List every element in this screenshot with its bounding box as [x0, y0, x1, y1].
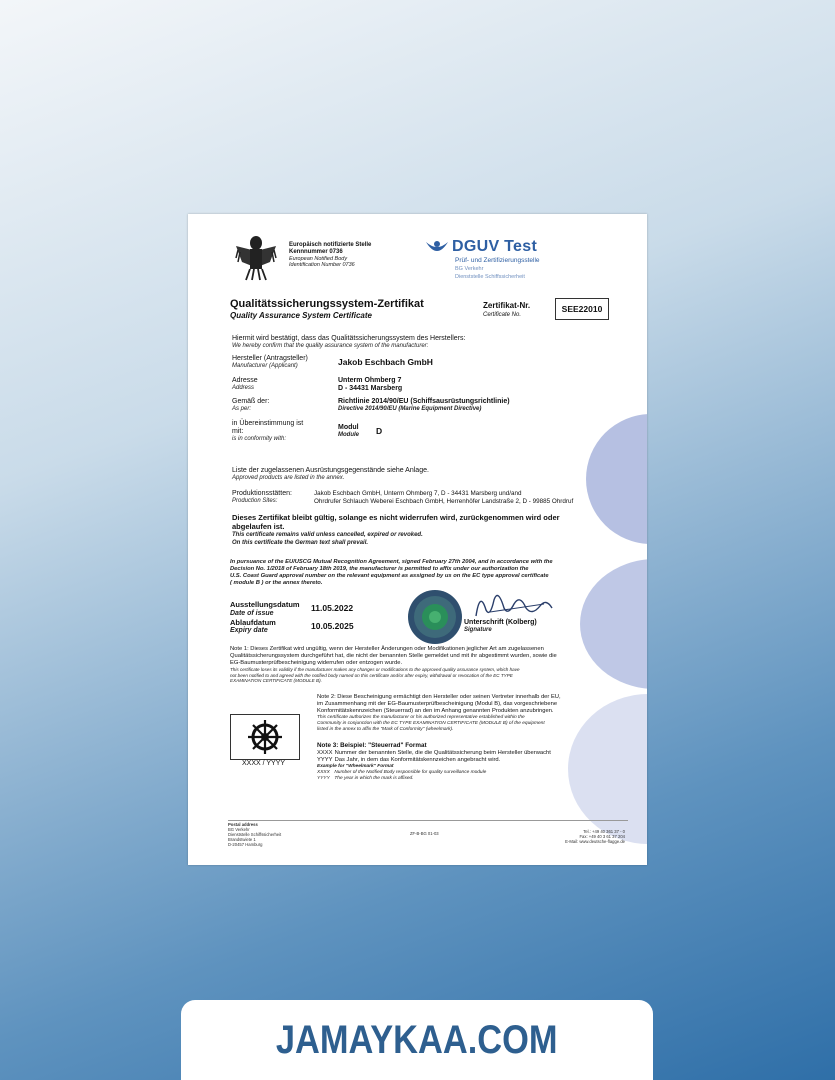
footer-left-line: BG Verkehr [228, 827, 250, 832]
cert-no-box: SEE22010 [555, 298, 609, 320]
conformity-label-en: is in conformity with: [232, 436, 287, 442]
note2-en-line: This certificate authorizes the manufacturer or his authorized representative established within the [317, 715, 525, 720]
dguv-line1: Prüf- und Zertifizierungsstelle [455, 257, 540, 264]
notified-body-line4: Identification Number 0736 [289, 262, 355, 268]
federal-eagle-icon [232, 232, 280, 282]
footer-right-line: Fax: +49 40 3 61 37 204 [579, 834, 625, 839]
manufacturer-label-de: Hersteller (Antragsteller) [232, 355, 308, 362]
note2-block [317, 694, 642, 732]
validity-de2: abgelaufen ist. [232, 522, 285, 531]
wheelmark-frame [230, 714, 300, 760]
dguv-logo-text: DGUV Test [452, 238, 538, 255]
wheelmark-icon [247, 719, 283, 755]
note1-line: Qualitätssicherungssystem durchgeführt hat, die nicht der benannten Stelle gemeldet und mit ihr abgestimmt wurden, sowie die [230, 653, 557, 659]
footer-divider [228, 820, 628, 821]
note2-en-line: listed in the annex to affix the "Mark of Conformity" (wheelmark). [317, 726, 454, 732]
mra-line: In pursuance of the EU/USCG Mutual Recognition Agreement, signed February 27th 2004, and in accordance with the [230, 559, 553, 565]
address-line2: D - 34431 Marsberg [338, 385, 403, 392]
footer-left-line: D-20457 Hamburg [228, 842, 263, 847]
note3-yyyy-en-row [317, 776, 637, 782]
products-en: Approved products are listed in the annex. [232, 475, 345, 481]
validity-de1: Dieses Zertifikat bleibt gültig, solange es nicht widerrufen wird, zurückgenommen wird oder [232, 513, 560, 522]
note1-block [230, 646, 640, 684]
production-line2: Ohrdrufer Schlauch Weberei Eschbach GmbH, Herrenhöfer Landstraße 2, D - 99885 Ohrdruf [314, 498, 574, 505]
note1-en-line: EXAMINATION CERTIFICATE (MODULE B). [230, 678, 322, 683]
notified-body-line1: Europäisch notifizierte Stelle [289, 242, 372, 248]
issue-value: 11.05.2022 [311, 603, 354, 613]
dguv-logo [424, 236, 624, 286]
note2-line: im Zusammenhang mit der EG-Baumusterprüfbescheinigung (Modul B), das vorgeschriebene [317, 701, 558, 707]
manufacturer-value: Jakob Eschbach GmbH [338, 357, 433, 367]
handwritten-signature [470, 586, 556, 622]
title-de: Qualitätssicherungssystem-Zertifikat [230, 298, 424, 310]
notified-body-line3: European Notified Body [289, 256, 348, 262]
note3-xxxx-key-en: XXXX [317, 770, 330, 775]
note3-yyyy-key: YYYY [317, 757, 333, 763]
confirm-en: We hereby confirm that the quality assurance system of the manufacturer: [232, 343, 429, 349]
products-de: Liste der zugelassenen Ausrüstungsgegenstände siehe Anlage. [232, 467, 429, 474]
notified-body-line2: Kennnummer 0736 [289, 249, 343, 255]
certificate-document [188, 214, 647, 865]
note3-xxxx-de: Nummer der benannten Stelle, die die Qualitätssicherung beim Hersteller überwacht [334, 750, 551, 756]
brand-banner [181, 1000, 653, 1080]
mra-line: U.S. Coast Guard approval number on the relevant equipment as assigned by us on the EC type approval certificate [230, 573, 549, 579]
as-per-label-en: As per: [232, 406, 252, 412]
footer-right-line: Tel.: +49 40 361 37 - 0 [583, 829, 625, 834]
note1-line: EG-Baumusterprüfbescheinigung widerrufen oder entzogen wurde. [230, 660, 403, 666]
note3-title: Note 3: Beispiel: "Steuerrad" Format [317, 742, 427, 749]
note3-xxxx-row [317, 750, 637, 757]
footer-left-line: Dienststelle Schiffssicherheit [228, 832, 282, 837]
cert-no-label-en: Certificate No. [483, 312, 522, 318]
note1-en-line: This certificate loses its validity if the manufacturer makes any changes or modifications to the approved quality assurance system, which have [230, 667, 520, 672]
decorative-circle-top [586, 414, 647, 544]
mra-line: ( module B ) or the annex thereto. [230, 580, 323, 586]
production-line1: Jakob Eschbach GmbH, Unterm Ohmberg 7, D - 34431 Marsberg und/and [314, 490, 522, 497]
issue-label-de: Ausstellungsdatum [230, 600, 300, 609]
as-per-label-de: Gemäß der: [232, 398, 270, 405]
note3-yyyy-en: The year in which the mark is affixed. [334, 776, 414, 781]
note3-xxxx-en: Number of the Notified Body responsible for quality surveillance module [334, 770, 487, 775]
note3-yyyy-row [317, 757, 637, 764]
conformity-label-de2: mit: [232, 428, 244, 435]
expiry-label-de: Ablaufdatum [230, 618, 276, 627]
cert-no-label-de: Zertifikat-Nr. [483, 301, 531, 310]
address-label-en: Address [232, 385, 255, 391]
footer-right [555, 829, 625, 844]
note3-block [317, 742, 637, 782]
title-en: Quality Assurance System Certificate [230, 311, 372, 320]
note2-line: Konformitätskennzeichen (Steuerrad) an den im Anhang genannten Produkten anzubringen. [317, 708, 554, 714]
as-per-value-de: Richtlinie 2014/90/EU (Schiffsausrüstungsrichtlinie) [338, 398, 510, 405]
dguv-mark-icon [424, 240, 450, 258]
expiry-value: 10.05.2025 [311, 621, 354, 631]
issue-label-en: Date of issue [230, 610, 274, 617]
official-seal-icon [407, 589, 463, 645]
footer-left-line: Brandstwiete 1 [228, 837, 256, 842]
note2-en-line: Community in conjunction with the EC TYPE EXAMINATION CERTIFICATE (MODULE B) of the equipment [317, 720, 545, 726]
mra-line: Decision No. 1/2018 of February 18th 2019, the manufacturer is permitted to affix under our authorization the [230, 566, 529, 572]
note3-yyyy-de: Das Jahr, in dem das Konformitätskennzeichen angebracht wird. [334, 757, 501, 763]
address-line1: Unterm Ohmberg 7 [338, 377, 402, 384]
as-per-value-en: Directive 2014/90/EU (Marine Equipment Directive) [338, 406, 482, 412]
dguv-line3: Dienststelle Schiffssicherheit [455, 274, 525, 280]
note1-line: Note 1: Dieses Zertifikat wird ungültig, wenn der Hersteller Änderungen oder Modifikationen jeglicher Art am zugelassenen [230, 646, 544, 652]
footer-center: ZF-B-BG 01-03 [410, 831, 439, 836]
manufacturer-label-en: Manufacturer (Applicant) [232, 363, 298, 369]
expiry-label-en: Expiry date [230, 627, 268, 634]
notified-body-block [289, 242, 429, 268]
note3-xxxx-key: XXXX [317, 750, 333, 756]
confirm-de: Hiermit wird bestätigt, dass das Qualitätssicherungssystem des Herstellers: [232, 335, 466, 342]
note2-line: Note 2: Diese Bescheinigung ermächtigt den Hersteller oder seinen Vertreter innerhalb der EU, [317, 694, 561, 700]
modul-en: Module [338, 432, 359, 438]
mra-paragraph [230, 559, 630, 587]
production-label-en: Production Sites: [232, 498, 278, 504]
footer-left [228, 822, 281, 847]
note3-example-en: Example for "Wheelmark" Format [317, 764, 394, 769]
validity-en1: This certificate remains valid unless cancelled, expired or revoked. [232, 532, 423, 538]
signature-label-de: Unterschrift (Kolberg) [464, 619, 537, 626]
conformity-label-de1: in Übereinstimmung ist [232, 420, 304, 427]
footer-left-title: Postal address [228, 822, 258, 827]
modul-de: Modul [338, 424, 359, 431]
validity-en2: On this certificate the German text shall prevail. [232, 540, 369, 546]
production-label-de: Produktionsstätten: [232, 490, 292, 497]
dguv-line2: BG Verkehr [455, 266, 484, 272]
signature-label-en: Signature [464, 627, 492, 633]
address-label-de: Adresse [232, 377, 258, 384]
wheelmark-caption: XXXX / YYYY [242, 760, 286, 767]
brand-text: JAMAYKAA.COM [276, 1017, 558, 1062]
modul-value: D [376, 426, 383, 436]
note3-yyyy-key-en: YYYY [317, 776, 330, 781]
note1-en-line: not been notified to and agreed with the notified body named on this certificate and/or after expiry, withdrawal or revocation of the EC TYPE [230, 672, 513, 678]
footer-right-line: E-Mail: www.deutsche-flagge.de [565, 839, 625, 844]
